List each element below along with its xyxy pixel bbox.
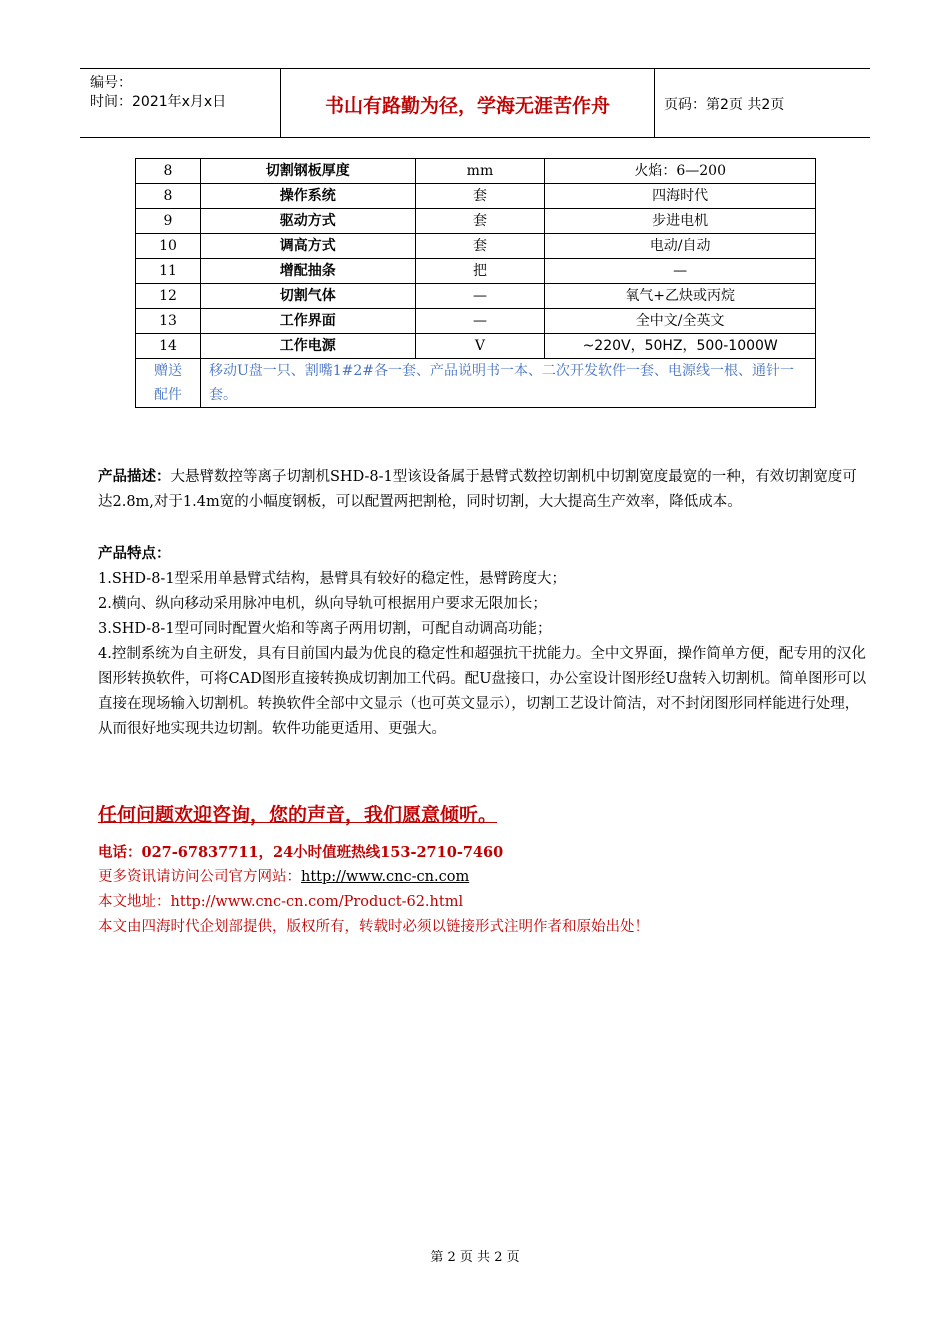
row-number: 14 [136, 334, 201, 359]
table-row [136, 159, 816, 184]
feature-item: 2.横向、纵向移动采用脉冲电机，纵向导轨可根据用户要求无限加长； [98, 596, 547, 612]
row-name: 操作系统 [200, 184, 415, 209]
features-label: 产品特点： [98, 546, 171, 562]
table-row [136, 259, 816, 284]
header-info-cell [80, 69, 280, 137]
feature-item: 4.控制系统为自主研发，具有目前国内最为优良的稳定性和超强抗干扰能力。全中文界面，操作简单方便，配专用的汉化图形转换软件，可将CAD图形直接转换成切割加工代码。配U盘接口，办公室设计图形经U盘转入切割机。简单图形可以直接在现场输入切割机。转换软件全部中文显示（也可英文显示），切割工艺设计简洁，对不封闭图形同样能进行处理，从而很好地实现共边切割。软件功能更适用、更强大。 [98, 646, 867, 737]
row-unit: — [415, 284, 545, 309]
row-unit: — [415, 309, 545, 334]
product-features [98, 542, 868, 742]
page-header [80, 68, 870, 138]
header-motto-cell [280, 69, 655, 137]
row-unit: V [415, 334, 545, 359]
row-number: 11 [136, 259, 201, 284]
row-name: 增配抽条 [200, 259, 415, 284]
row-value: 全中文/全英文 [545, 309, 816, 334]
website-line [98, 865, 878, 890]
row-name: 工作界面 [200, 309, 415, 334]
accessories-label: 赠送配件 [136, 359, 201, 408]
row-name: 调高方式 [200, 234, 415, 259]
copyright-notice: 本文由四海时代企划部提供，版权所有，转载时必须以链接形式注明作者和原始出处！ [98, 919, 649, 935]
feature-item: 1.SHD-8-1型采用单悬臂式结构，悬臂具有较好的稳定性，悬臂跨度大； [98, 571, 567, 587]
row-number: 10 [136, 234, 201, 259]
row-value: 火焰：6—200 [545, 159, 816, 184]
page-footer: 第 2 页 共 2 页 [430, 1250, 520, 1265]
phone-line: 电话：027-67837711，24小时值班热线153-2710-7460 [98, 844, 504, 861]
row-name: 切割钢板厚度 [200, 159, 415, 184]
product-description [98, 465, 868, 515]
header-page-number: 页码：第2页 共2页 [664, 97, 785, 113]
row-value: — [545, 259, 816, 284]
description-label: 产品描述： [98, 469, 171, 485]
row-name: 工作电源 [200, 334, 415, 359]
row-number: 12 [136, 284, 201, 309]
feature-item: 3.SHD-8-1型可同时配置火焰和等离子两用切割，可配自动调高功能； [98, 621, 552, 637]
table-row [136, 334, 816, 359]
header-page-cell [654, 69, 870, 137]
row-value: ~220V，50HZ，500-1000W [545, 334, 816, 359]
row-unit: 套 [415, 184, 545, 209]
website-prefix: 更多资讯请访问公司官方网站： [98, 869, 301, 885]
contact-block [98, 840, 878, 940]
row-number: 8 [136, 184, 201, 209]
row-unit: 套 [415, 209, 545, 234]
table-row [136, 234, 816, 259]
document-date: 时间：2021年x月x日 [90, 94, 227, 110]
website-link[interactable]: http://www.cnc-cn.com [301, 869, 470, 885]
row-unit: mm [415, 159, 545, 184]
row-value: 氧气+乙炔或丙烷 [545, 284, 816, 309]
table-row [136, 184, 816, 209]
table-row [136, 284, 816, 309]
table-row [136, 209, 816, 234]
row-unit: 套 [415, 234, 545, 259]
row-unit: 把 [415, 259, 545, 284]
row-value: 电动/自动 [545, 234, 816, 259]
row-name: 驱动方式 [200, 209, 415, 234]
accessories-text: 移动U盘一只、割嘴1#2#各一套、产品说明书一本、二次开发软件一套、电源线一根、通针一套。 [200, 359, 815, 408]
spec-table [135, 158, 816, 408]
row-number: 13 [136, 309, 201, 334]
row-number: 9 [136, 209, 201, 234]
article-address: 本文地址：http://www.cnc-cn.com/Product-62.html [98, 894, 464, 910]
description-text: 大悬臂数控等离子切割机SHD-8-1型该设备属于悬臂式数控切割机中切割宽度最宽的一种，有效切割宽度可达2.8m,对于1.4m宽的小幅度钢板，可以配置两把割枪，同时切割，大大提高生产效率，降低成本。 [98, 469, 857, 510]
accessories-row [136, 359, 816, 408]
row-value: 四海时代 [545, 184, 816, 209]
header-motto: 书山有路勤为径，学海无涯苦作舟 [324, 95, 610, 117]
consultation-slogan: 任何问题欢迎咨询，您的声音，我们愿意倾听。 [98, 804, 498, 826]
table-row [136, 309, 816, 334]
row-number: 8 [136, 159, 201, 184]
row-name: 切割气体 [200, 284, 415, 309]
document-code: 编号： [90, 75, 132, 91]
row-value: 步进电机 [545, 209, 816, 234]
